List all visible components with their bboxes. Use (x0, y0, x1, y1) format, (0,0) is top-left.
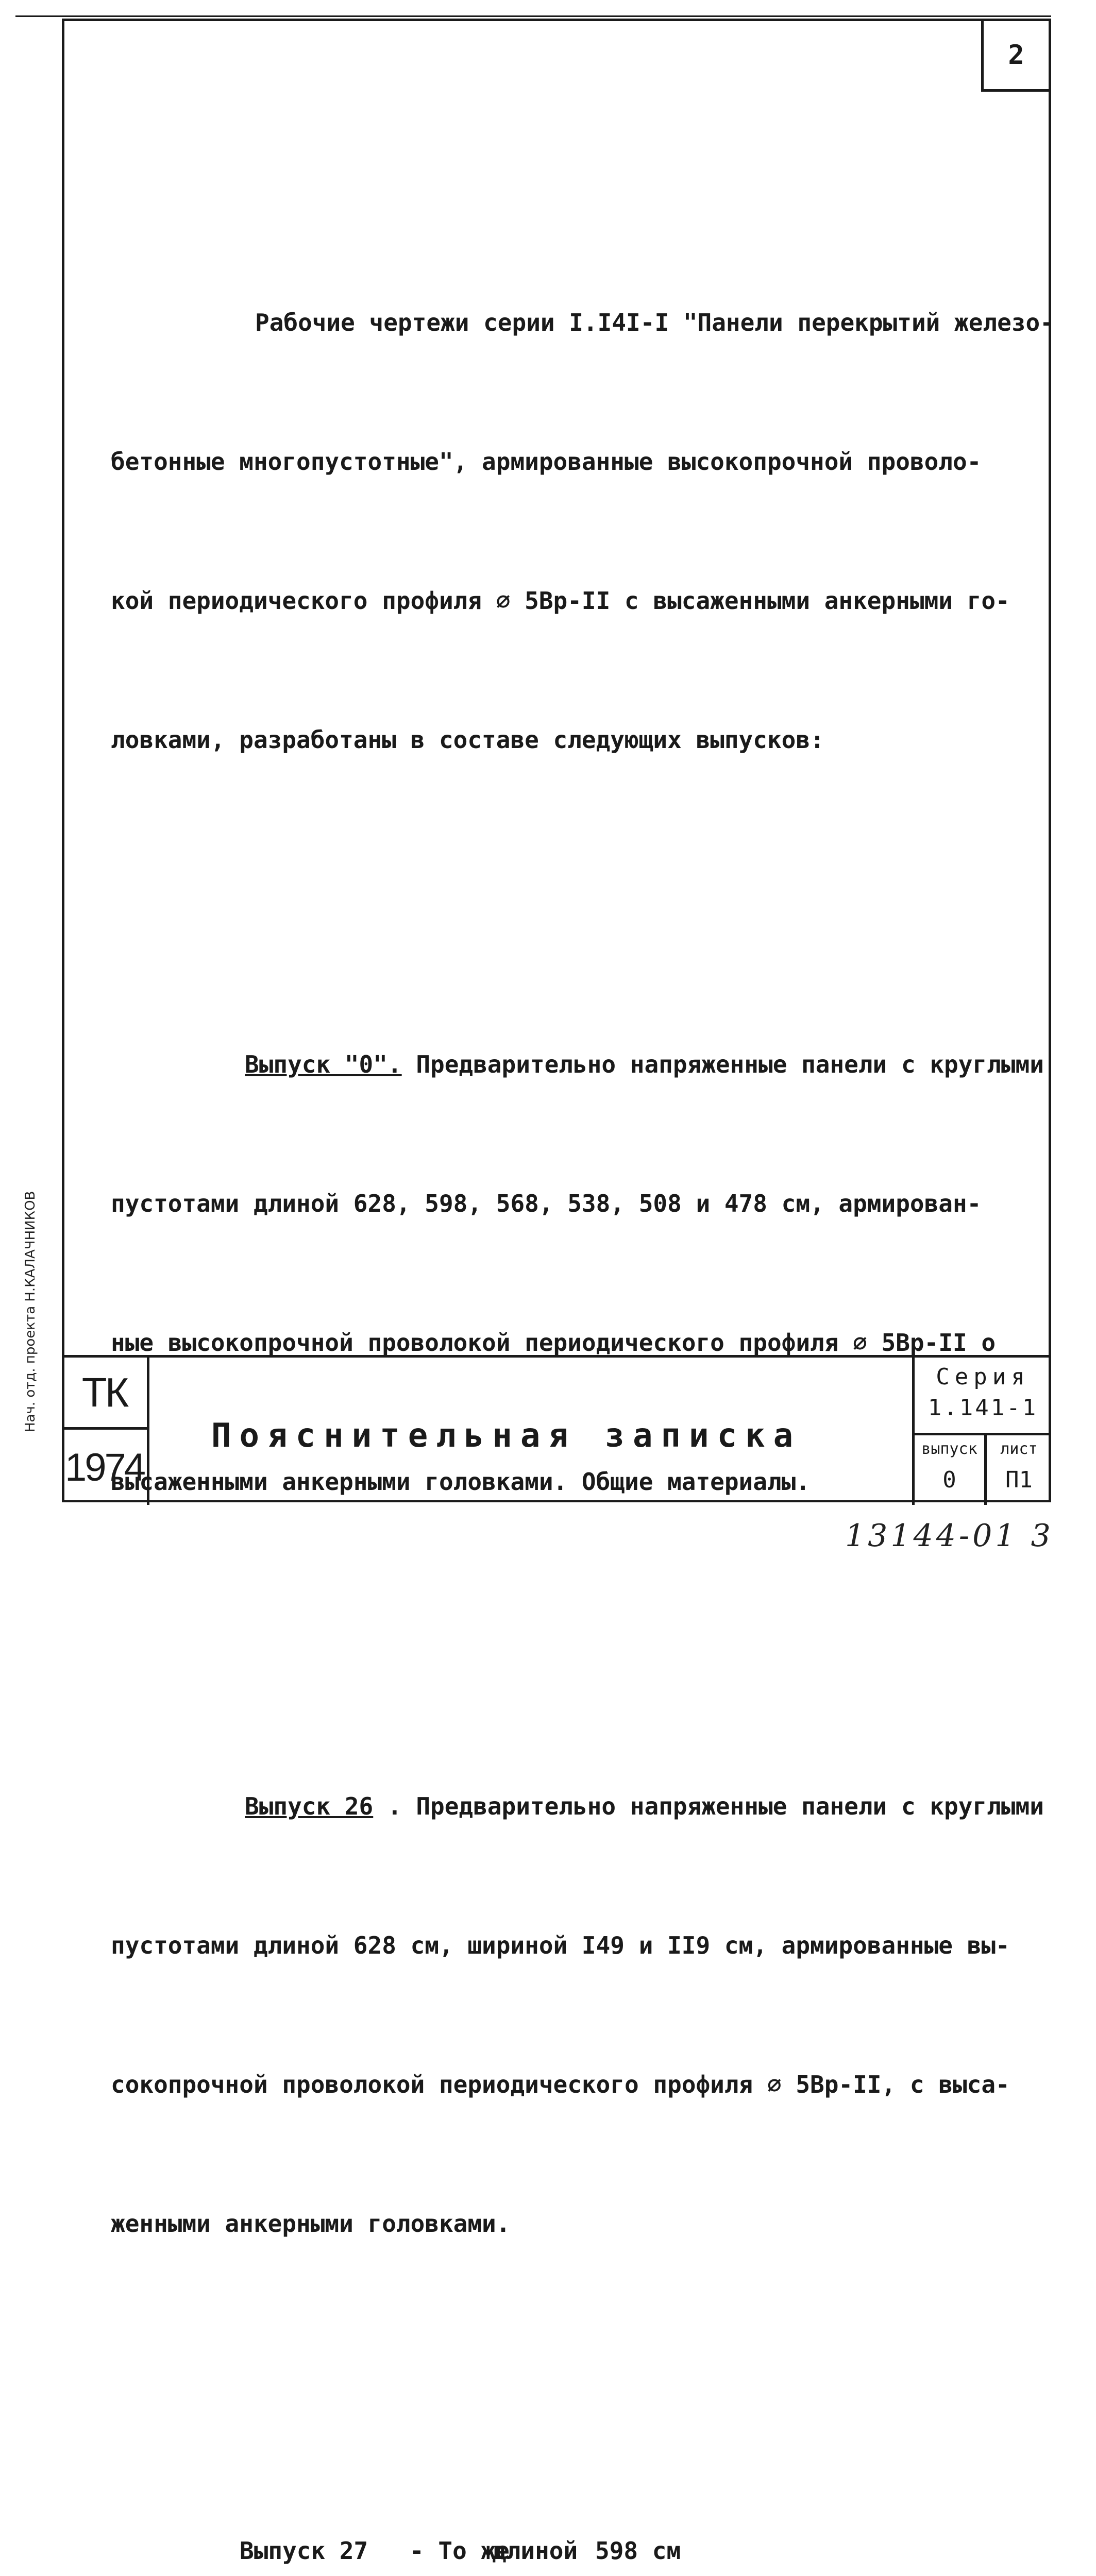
release-26-label: Выпуск 26 (245, 1792, 374, 1820)
text-line: пустотами длиной 628 см, шириной I49 и II9 см, армированные вы- (111, 1931, 1010, 1959)
text-line: пустотами длиной 628, 598, 568, 538, 508 и 478 см, армирован- (111, 1190, 982, 1217)
year: 1974 (62, 1430, 149, 1505)
title-block (62, 1355, 1051, 1502)
text-line: ные высокопрочной проволокой периодического профиля ⌀ 5Вр-II о (111, 1329, 996, 1357)
text-line: ловками, разработаны в составе следующих выпусков: (111, 726, 824, 754)
text-line: сокопрочной проволокой периодического профиля ⌀ 5Вр-II, с высa- (111, 2071, 1010, 2098)
release-note: - То же (410, 2537, 510, 2565)
release-name: Выпуск 27 (240, 2537, 368, 2565)
explanatory-text (111, 114, 1054, 2576)
release-list (111, 2432, 1033, 2576)
sheet-cell (987, 1433, 1051, 1505)
intro-paragraph (111, 207, 1054, 856)
list-item (240, 2527, 1033, 2574)
org-code: ТК (62, 1358, 149, 1430)
document-title: Пояснительная записка (211, 1417, 802, 1455)
release-length: 598 см (595, 2537, 681, 2565)
series-cell (912, 1358, 1051, 1505)
series-value: 1.141-1 (928, 1395, 1038, 1421)
text-line: кой периодического профиля ⌀ 5Вр-II с высаженными анкерными го- (111, 587, 1010, 615)
text-line: . Предварительно напряженные панели с круглыми (373, 1792, 1044, 1820)
text-line: бетонные многопустотные", армированные высокопрочной проволо- (111, 448, 982, 476)
text-line: высаженными анкерными головками. Общие материалы. (111, 1468, 811, 1496)
page-number: 2 (981, 19, 1051, 92)
release-26-paragraph (111, 1690, 1044, 2340)
archive-stamp: 13144-01 3 (845, 1518, 1054, 1554)
issue-label: выпуск (921, 1440, 977, 1458)
release-attr: длиной (492, 2537, 578, 2565)
text-line: женными анкерными головками. (111, 2210, 511, 2238)
issue-value: 0 (942, 1467, 956, 1493)
release-0-label: Выпуск "0". (245, 1050, 402, 1078)
text-line: Рабочие чертежи серии I.I4I-I "Панели перекрытий железо- (255, 309, 1054, 336)
sheet-label: лист (1000, 1440, 1038, 1458)
text-line: Предварительно напряженные панели с круглыми (401, 1050, 1044, 1078)
top-edge-line (15, 15, 1051, 17)
margin-signature-note: Нач. отд. проекта Н.КАЛАЧНИКОВ (23, 1191, 38, 1432)
series-label: Серия (936, 1364, 1030, 1390)
issue-cell (915, 1433, 987, 1505)
sheet-value: П1 (1005, 1467, 1033, 1493)
